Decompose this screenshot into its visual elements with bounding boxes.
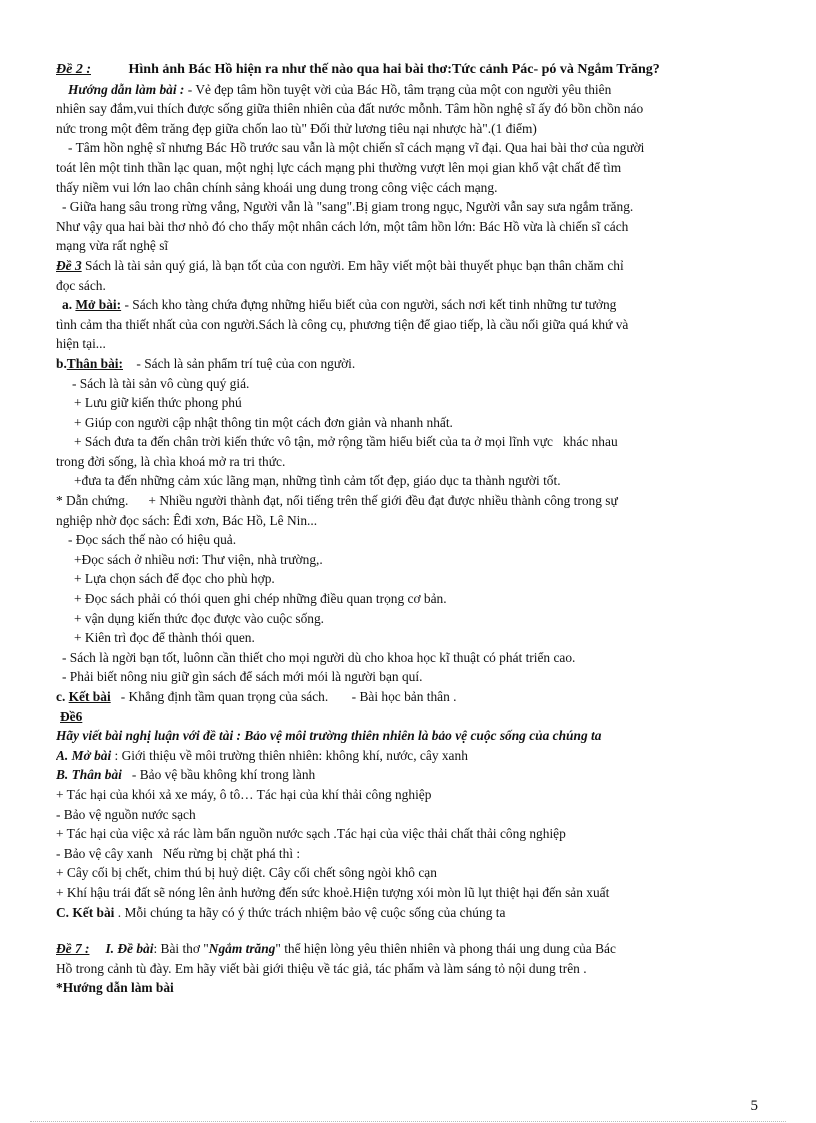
de6-ketbai-text: . Mỗi chúng ta hãy có ý thức trách nhiệm bảo vệ cuộc sống của chúng ta [114,904,506,920]
de6-line: - Bảo vệ cây xanh Nếu rừng bị chặt phá thì : [56,845,301,861]
de3-mobai-line: hiện tại... [56,336,106,352]
de6-thanbai [56,765,770,785]
de6-heading [56,707,770,727]
de3-mobai-prefix: a. [62,297,76,313]
de3-body-line: + vận dụng kiến thức đọc được vào cuộc sống. [74,610,325,626]
de3-body-line: * Dẫn chứng. + Nhiều người thành đạt, nổi tiếng trên thế giới đều đạt được nhiều thành công trong sự [56,493,618,509]
de6-line: + Cây cối bị chết, chim thú bị huỷ diệt. Cây cối chết sông ngòi khô cạn [56,865,437,881]
de2-line: thấy niềm vui lớn lao chân chính sảng khoái ung dung trong công việc cách mạng. [56,179,498,195]
de6-mobai-label: A. Mở bài [56,747,112,763]
de2-label: Đề 2 : [56,62,91,77]
de3-body-line: + Đọc sách phải có thói quen ghi chép những điều quan trọng cơ bản. [74,591,447,607]
de7-heading [56,939,770,959]
de3-body-line: + Lưu giữ kiến thức phong phú [74,395,242,411]
de3-ketbai-label: Kết bài [68,689,111,704]
de3-ketbai [56,687,770,707]
de2-guide-text: - Vẻ đẹp tâm hồn tuyệt vời của Bác Hồ, tâm trạng của một con người yêu thiên [184,81,612,97]
de2-question: Hình ảnh Bác Hồ hiện ra như thế nào qua hai bài thơ:Tức cảnh Pác- pó và Ngắm Trăng? [128,62,660,77]
de3-body-line: - Phải biết nông niu giữ gìn sách để sách mới mói là người bạn quí. [62,669,423,685]
de6-mobai [56,746,770,766]
de3-body-line: +đưa ta đến những cảm xúc lãng mạn, những tình cảm tốt đẹp, giáo dục ta thành người tốt. [74,473,561,489]
de6-prompt: Hãy viết bài nghị luận với đề tài : Bảo vệ môi trường thiên nhiên là bảo vệ cuộc sống của chúng ta [56,728,602,744]
section-gap [56,922,770,939]
de6-label: Đề6 [60,708,83,724]
de3-heading [56,256,770,276]
de3-mobai-line: tình cảm tha thiết nhất của con người.Sách là công cụ, phương tiện để giao tiếp, là cầu nối giữa quá khứ và [56,316,629,332]
de7-guide: *Hướng dẫn làm bài [56,980,174,996]
de3-ketbai-text: - Khẳng định tầm quan trọng của sách. - Bài học bản thân . [110,689,457,704]
document-page [56,60,770,998]
de6-thanbai-text: - Bảo vệ bầu không khí trong lành [121,767,316,783]
de6-thanbai-label: B. Thân bài [56,767,122,783]
de3-intro-continued: đọc sách. [56,277,106,293]
de3-body-line: nghiệp nhờ đọc sách: Êđi xơn, Bác Hồ, Lê Nin... [56,512,318,528]
de2-heading [56,60,770,80]
de3-thanbai-text: - Sách là sản phẩm trí tuệ của con người. [123,355,356,371]
de3-thanbai-label: Thân bài: [66,355,123,371]
de3-body-line: +Đọc sách ở nhiều nơi: Thư viện, nhà trường,. [74,551,323,567]
de2-line: Như vậy qua hai bài thơ nhỏ đó cho thấy một nhân cách lớn, một tâm hồn lớn: Bác Hồ vừa là chiến sĩ cách [56,218,629,234]
de2-guide [56,80,770,100]
de3-ketbai-prefix: c. [56,689,69,704]
de3-body-line: + Lựa chọn sách để đọc cho phù hợp. [74,571,275,587]
de3-mobai-label: Mở bài: [75,297,122,313]
de3-body-line: - Đọc sách thế nào có hiệu quả. [68,532,237,548]
de2-line: - Giữa hang sâu trong rừng vắng, Người vẫn là "sang".Bị giam trong ngục, Người vẫn say sưa ngắm trăng. [62,199,634,215]
de3-intro: Sách là tài sản quý giá, là bạn tốt của con người. Em hãy viết một bài thuyết phục bạn thân chăm chỉ [81,257,624,273]
page-number: 5 [750,1098,758,1114]
de7-label: Đề 7 : [56,941,90,957]
de7-debai-label: I. Đề bài [105,941,154,957]
de2-line: nức trong một đêm trăng đẹp giữa chốn lao tù" Đối thử lương tiêu nại nhược hà".(1 điểm) [56,120,537,136]
de6-ketbai [56,903,770,923]
de3-body-line: + Giúp con người cập nhật thông tin một cách đơn giản và nhanh nhất. [74,414,453,430]
de3-body-line: - Sách là tài sản vô cùng quý giá. [72,375,250,391]
de2-line: nhiên say đắm,vui thích được sống giữa thiên nhiên của đất nước mỗnh. Tâm hồn nghệ sĩ ấy đó bồn chồn náo [56,101,644,117]
de7-line: Hồ trong cảnh tù đày. Em hãy viết bài giới thiệu về tác giả, tác phẩm và làm sáng tỏ nội dung trên . [56,960,587,976]
de3-mobai-text: - Sách kho tàng chứa đựng những hiểu biết của con người, sách nơi kết tinh những tư tưởng [121,297,617,313]
de7-poem-title: Ngắm trăng [208,941,276,957]
de6-mobai-text: : Giới thiệu về môi trường thiên nhiên: không khí, nước, cây xanh [111,747,468,763]
de2-guide-label: Hướng dẫn làm bài : [68,81,185,97]
de6-line: + Khí hậu trái đất sẽ nóng lên ảnh hưởng đến sức khoẻ.Hiện tượng xói mòn lũ lụt thiệt hại đến sản xuất [56,884,610,900]
de2-line: mạng vừa rất nghệ sĩ [56,238,169,254]
de6-line: + Tác hại của khói xả xe máy, ô tô… Tác hại của khí thải công nghiệp [56,786,432,802]
de6-line: - Bảo vệ nguồn nước sạch [56,806,196,822]
de2-line: toát lên một tinh thần lạc quan, một nghị lực cách mạng phi thường vượt lên mọi gian khổ vật chất để tìm [56,159,622,175]
de3-body-line: + Sách đưa ta đến chân trời kiến thức vô tận, mở rộng tầm hiểu biết của ta ở mọi lĩnh vực khác nhau [74,434,618,450]
de2-line: - Tâm hồn nghệ sĩ nhưng Bác Hồ trước sau vẫn là một chiến sĩ cách mạng vĩ đại. Qua hai bài thơ của người [68,140,645,156]
footer-rule [30,1121,786,1122]
de3-mobai [56,295,770,315]
de6-line: + Tác hại của việc xả rác làm bẩn nguồn nước sạch .Tác hại của việc thải chất thải công nghiệp [56,826,566,842]
de3-thanbai-prefix: b. [56,355,67,371]
de6-ketbai-label: C. Kết bài [56,904,115,920]
de3-thanbai [56,354,770,374]
de3-body-line: trong đời sống, là chìa khoá mở ra tri thức. [56,453,286,469]
de7-text-a: : Bài thơ " [153,941,209,957]
de7-text-b: " thể hiện lòng yêu thiên nhiên và phong thái ung dung của Bác [275,941,616,957]
de3-label: Đề 3 [56,257,82,273]
de3-body-line: - Sách là ngời bạn tốt, luônn cần thiết cho mọi người dù cho khoa học kĩ thuật có phát triển cao. [62,649,576,665]
de3-body-line: + Kiên trì đọc để thành thói quen. [74,630,255,646]
